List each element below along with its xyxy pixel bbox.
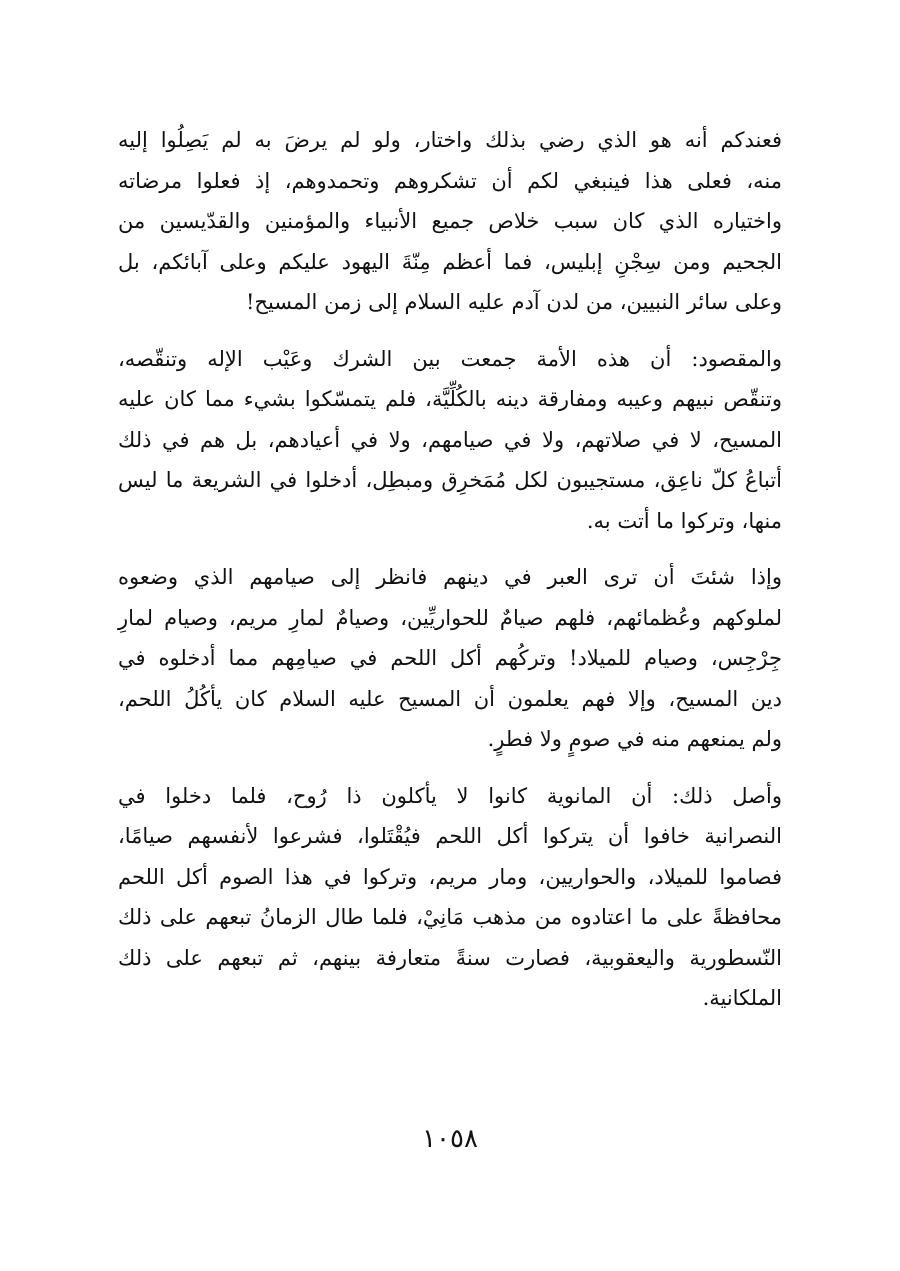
- text-line: ولم يمنعهم منه في صومٍ ولا فطرٍ.: [487, 727, 782, 751]
- text-line: وإذا شئتَ أن ترى العبر في دينهم فانظر إلى صيامهم الذي وضعوه: [118, 565, 782, 589]
- text-line: جِرْجِس، وصيام للميلاد! وتركُهم أكل اللحم في صيامِهم مما أدخلوه في: [118, 646, 782, 670]
- text-line: منها، وتركوا ما أتت به.: [586, 508, 782, 533]
- text-line: منه، فعلى هذا فينبغي لكم أن تشكروهم وتحمدوهم، إذ فعلوا مرضاته: [118, 168, 782, 193]
- text-line: المسيح، لا في صلاتهم، ولا في صيامهم، ولا في أعيادهم، بل هم في ذلك: [118, 427, 782, 452]
- text-line: وتنقّص نبيهم وعيبه ومفارقة دينه بالكُلِّيَّة، فلم يتمسّكوا بشيء مما كان عليه: [118, 387, 782, 411]
- text-line: النصرانية خافوا أن يتركوا أكل اللحم فيُقْتَلوا، فشرعوا لأنفسهم صيامًا،: [118, 824, 782, 848]
- text-line: والمقصود: أن هذه الأمة جمعت بين الشرك وعَيْب الإله وتنقّصه،: [118, 346, 782, 371]
- paragraph-1: [118, 120, 782, 323]
- text-line: النّسطورية واليعقوبية، فصارت سنةً متعارفة بينهم، ثم تبعهم على ذلك: [118, 945, 782, 970]
- text-line: واختياره الذي كان سبب خلاص جميع الأنبياء والمؤمنين والقدّيسين من: [118, 209, 782, 233]
- text-line: محافظةً على ما اعتادوه من مذهب مَانِيْ، فلما طال الزمانُ تبعهم على ذلك: [118, 905, 782, 929]
- text-line: دين المسيح، وإلا فهم يعلمون أن المسيح عليه السلام كان يأكُلُ اللحم،: [118, 686, 782, 711]
- text-line: فصاموا للميلاد، والحواريين، ومار مريم، وتركوا في هذا الصوم أكل اللحم: [118, 864, 782, 889]
- text-line: فعندكم أنه هو الذي رضي بذلك واختار، ولو لم يرضَ به لم يَصِلُوا إليه: [118, 128, 782, 152]
- text-line: وعلى سائر النبيين، من لدن آدم عليه السلام إلى زمن المسيح!: [245, 290, 782, 314]
- text-line: الجحيم ومن سِجْنِ إبليس، فما أعظم مِنّةَ اليهود عليكم وعلى آبائكم، بل: [118, 249, 782, 274]
- text-line: أتباعُ كلّ ناعِق، مستجيبون لكل مُمَخرِق ومبطِل، أدخلوا في الشريعة ما ليس: [118, 468, 782, 492]
- text-line: وأصل ذلك: أن المانوية كانوا لا يأكلون ذا رُوح، فلما دخلوا في: [118, 783, 782, 808]
- page-number: ١٠٥٨: [422, 1124, 478, 1154]
- text-line: لملوكهم وعُظمائهم، فلهم صيامٌ للحواريِّين، وصيامٌ لمارِ مريم، وصيام لمارِ: [118, 605, 782, 630]
- paragraph-2: [118, 339, 782, 542]
- text-line: الملكانية.: [702, 986, 782, 1010]
- paragraph-4: [118, 776, 782, 1019]
- body-text: [118, 120, 782, 1035]
- paragraph-3: [118, 557, 782, 760]
